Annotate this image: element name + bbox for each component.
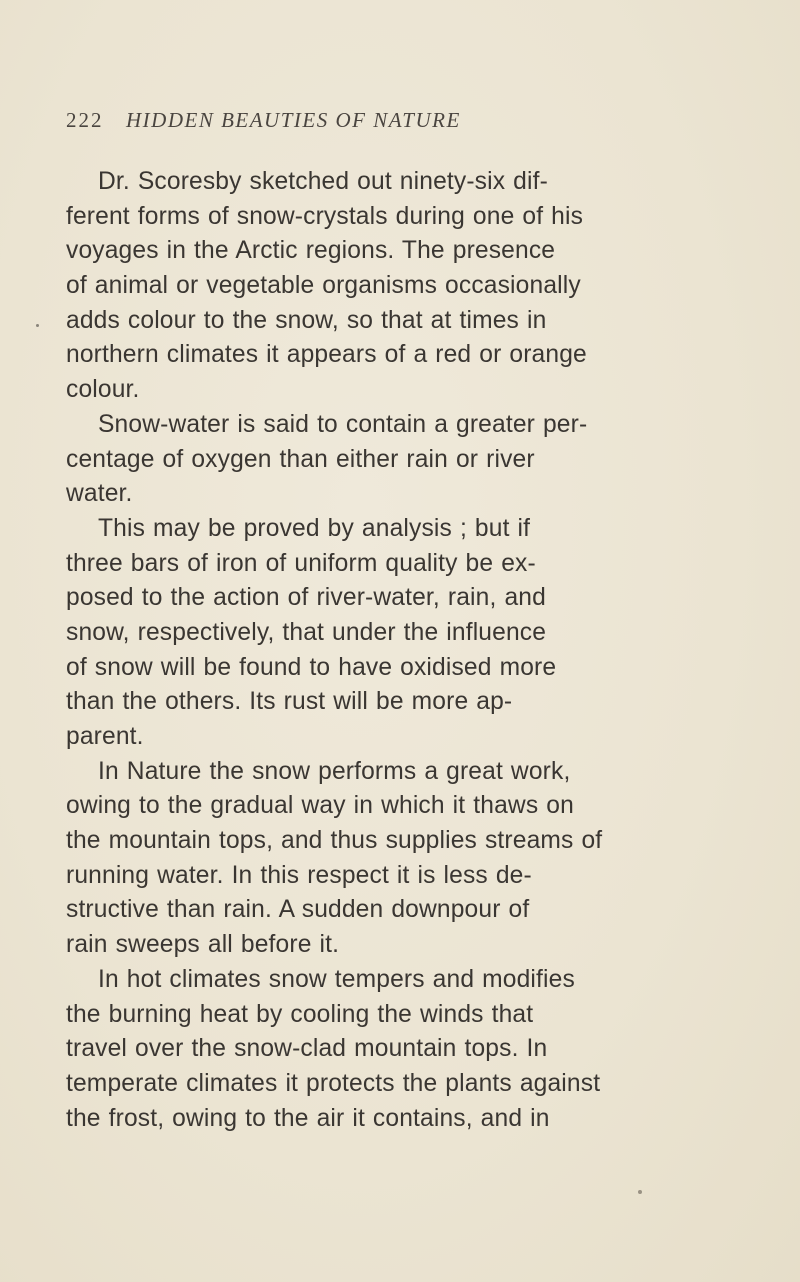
text-line: structive than rain. A sudden downpour of: [66, 896, 530, 924]
text-line: than the others. Its rust will be more ap-: [66, 688, 513, 716]
text-line: water.: [66, 480, 133, 508]
text-line: of animal or vegetable organisms occasionally: [66, 272, 581, 300]
text-line: ferent forms of snow-crystals during one of his: [66, 202, 584, 230]
footer-speck: [638, 1190, 642, 1194]
running-title: HIDDEN BEAUTIES OF NATURE: [126, 108, 461, 132]
margin-speck: [36, 324, 39, 327]
body-text: [66, 165, 716, 1136]
text-line: of snow will be found to have oxidised more: [66, 653, 557, 681]
text-line: centage of oxygen than either rain or river: [66, 445, 535, 473]
text-line: adds colour to the snow, so that at times in: [66, 306, 547, 334]
text-line: This may be proved by analysis ; but if: [98, 514, 531, 542]
text-line: the frost, owing to the air it contains, and in: [66, 1104, 550, 1132]
text-line: northern climates it appears of a red or orange: [66, 341, 587, 369]
text-line: rain sweeps all before it.: [66, 931, 340, 959]
text-line: parent.: [66, 723, 144, 750]
text-line: posed to the action of river-water, rain, and: [66, 584, 546, 612]
text-line: Dr. Scoresby sketched out ninety-six dif-: [98, 168, 548, 195]
text-line: Snow-water is said to contain a greater per-: [98, 410, 588, 438]
text-line: three bars of iron of uniform quality be ex-: [66, 549, 536, 577]
text-line: the mountain tops, and thus supplies streams of: [66, 827, 603, 855]
text-line: snow, respectively, that under the influence: [66, 618, 547, 646]
page-number: 222: [66, 108, 104, 132]
text-line: travel over the snow-clad mountain tops. In: [66, 1035, 548, 1063]
text-line: In Nature the snow performs a great work,: [98, 757, 571, 785]
text-line: temperate climates it protects the plants against: [66, 1069, 601, 1097]
text-line: owing to the gradual way in which it thaws on: [66, 792, 574, 820]
text-line: voyages in the Arctic regions. The presence: [66, 237, 556, 265]
running-head: [66, 108, 666, 138]
text-line: running water. In this respect it is less de-: [66, 861, 532, 889]
text-line: colour.: [66, 376, 140, 404]
text-line: In hot climates snow tempers and modifies: [98, 965, 575, 993]
text-line: the burning heat by cooling the winds that: [66, 1000, 534, 1028]
